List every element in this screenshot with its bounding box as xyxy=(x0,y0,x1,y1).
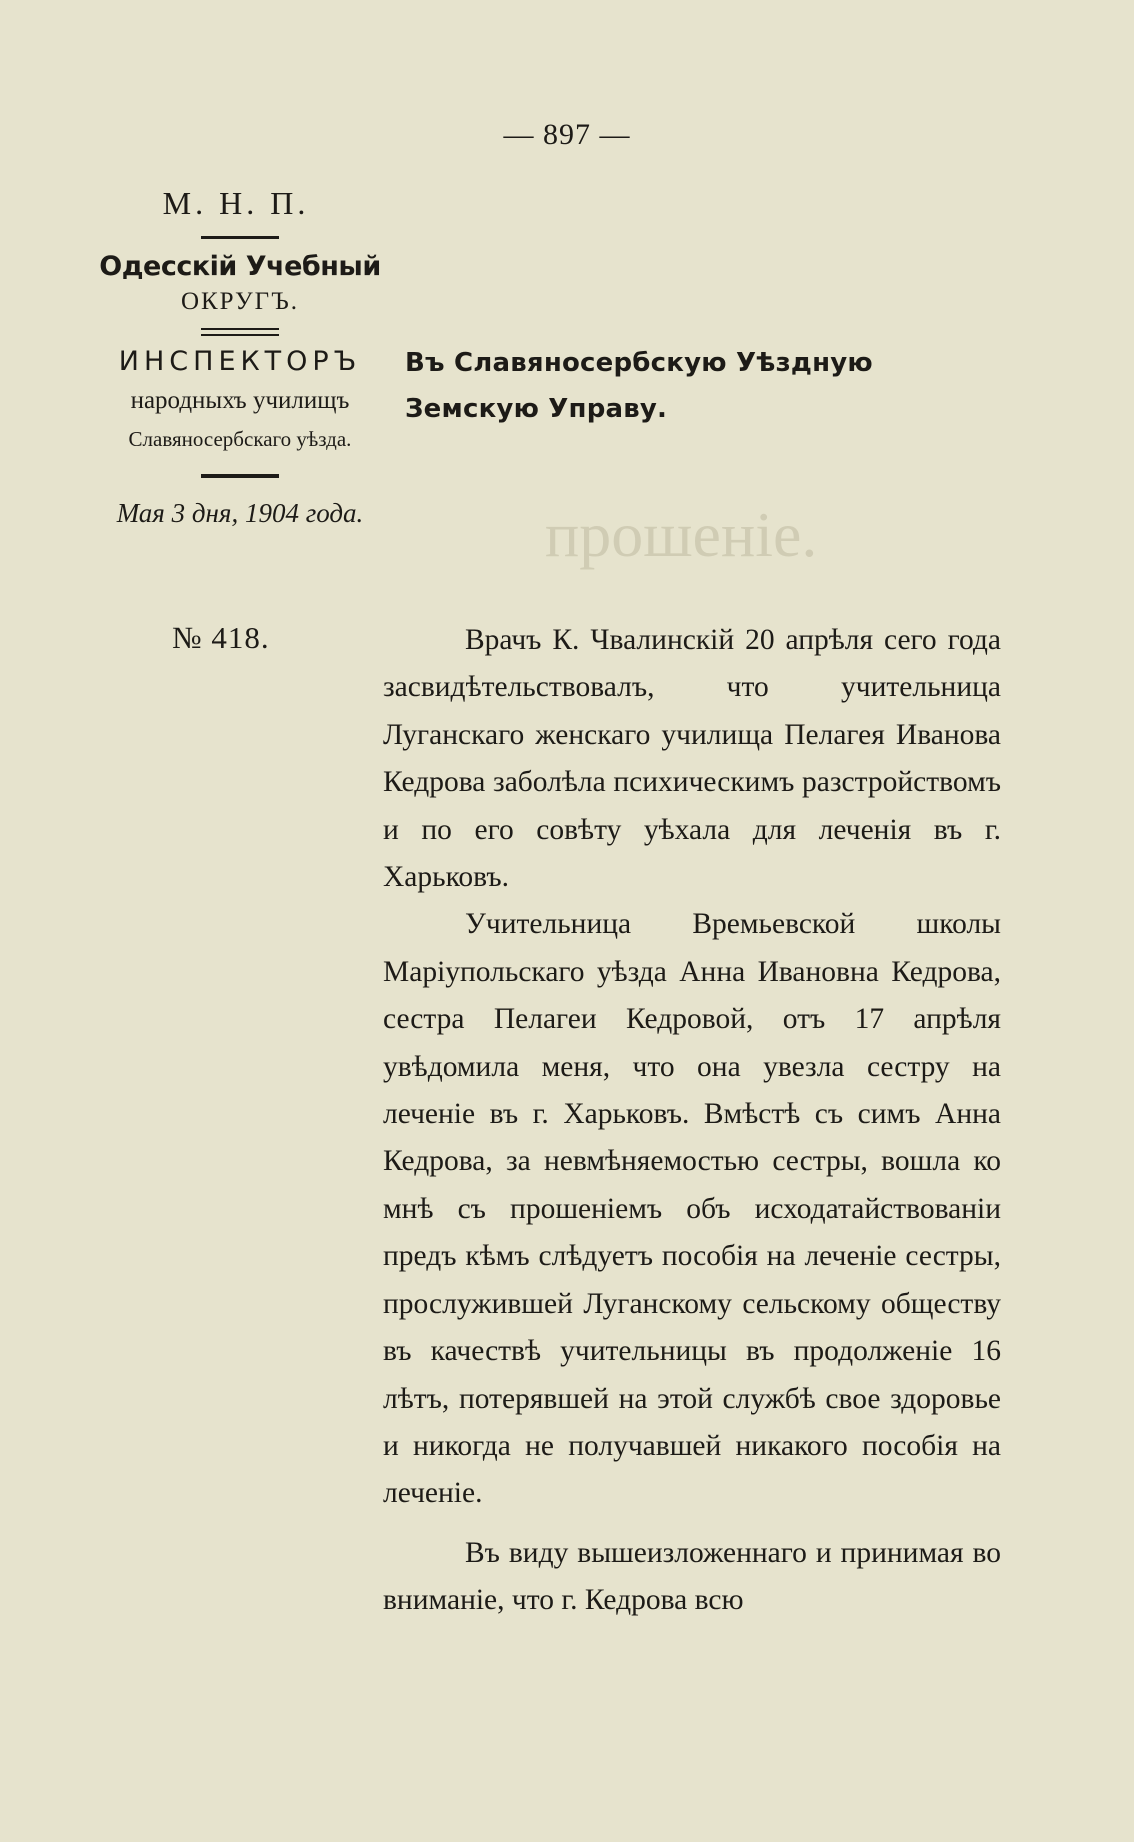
okrug-label: ОКРУГЪ. xyxy=(180,288,300,315)
paragraph: Въ виду вышеизложеннаго и принимая во вниманіе, что г. Кедрова всю xyxy=(383,1536,1001,1617)
document-date: Мая 3 дня, 1904 года. xyxy=(116,498,364,528)
bleed-through-text: прошеніе. xyxy=(545,499,818,570)
divider-thick xyxy=(201,474,279,478)
page-number: — 897 — xyxy=(503,118,631,151)
educational-district: Одесскій Учебный xyxy=(99,251,381,282)
document-number: № 418. xyxy=(172,620,270,655)
ministry-abbreviation: М. Н. П. xyxy=(162,185,310,221)
letter-body xyxy=(383,617,1001,1625)
double-divider xyxy=(201,328,279,330)
letterhead xyxy=(60,185,420,529)
inspector-title: ИНСПЕКТОРЪ xyxy=(118,346,362,377)
addressee: Въ Славяносербскую Уѣздную Земскую Управу. xyxy=(405,348,873,424)
uezd-label: Славяносербскаго уѣзда. xyxy=(128,427,352,451)
paragraph: Учительница Времьевской школы Маріупольскаго уѣзда Анна Ивановна Кедрова, сестра Пелагеи Кедровой, отъ 17 апрѣля увѣдомила меня, что она увезла сестру на леченіе въ г. Харьковъ. Вмѣстѣ съ симъ Анна Кедрова, за невмѣняемостью сестры, вошла ко мнѣ съ прошеніемъ объ исходатайствованіи предъ кѣмъ слѣдуетъ пособія на леченіе сестры, прослужившей Луганскому сельскому обществу въ качествѣ учительницы въ продолженіе 16 лѣтъ, потерявшей на этой службѣ свое здоровье и никогда не получавшей никакого пособія на леченіе. xyxy=(383,908,1001,1510)
schools-label: народныхъ училищъ xyxy=(130,387,350,414)
divider xyxy=(201,236,279,239)
paragraph: Врачъ К. Чвалинскій 20 апрѣля сего года засвидѣтельствовалъ, что учительница Луганскаго женскаго училища Пелагея Иванова Кедрова заболѣла психическимъ разстройствомъ и по его совѣту уѣхала для леченія въ г. Харьковъ. xyxy=(383,624,1001,894)
